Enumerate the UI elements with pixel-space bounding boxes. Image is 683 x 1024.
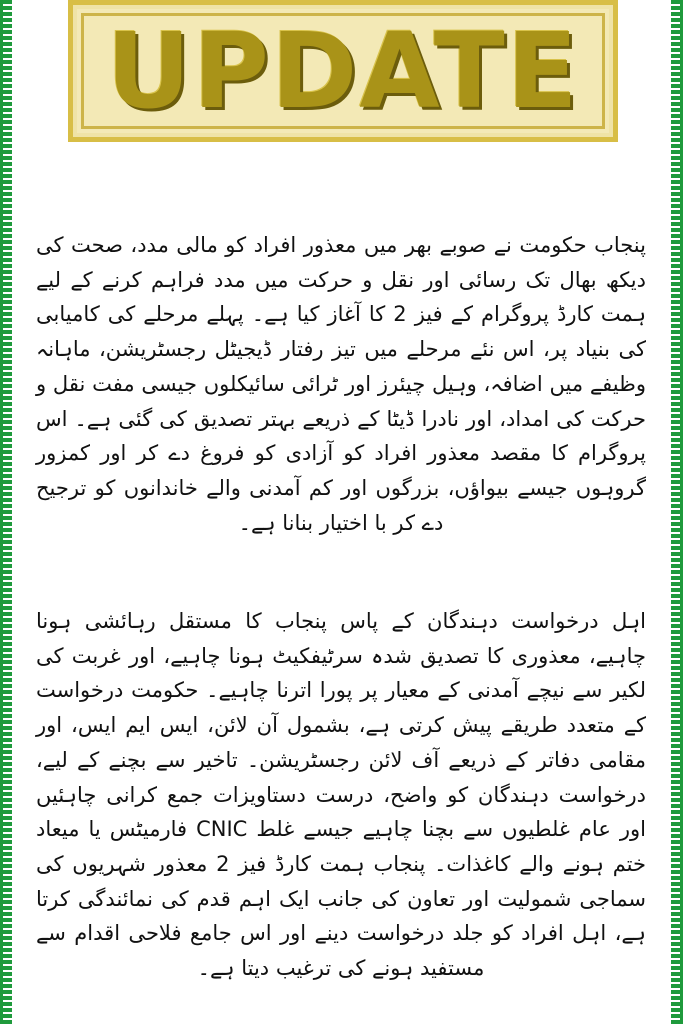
left-green-border bbox=[0, 0, 12, 1024]
right-green-border bbox=[671, 0, 683, 1024]
article-paragraph-1: پنجاب حکومت نے صوبے بھر میں معذور افراد کو مالی مدد، صحت کی دیکھ بھال تک رسائی اور نقل و حرکت میں مدد فراہم کرنے کے لیے ہمت کارڈ پروگرام کے فیز 2 کا آغاز کیا ہے۔ پہلے مرحلے کی کامیابی کی بنیاد پر، اس نئے مرحلے میں تیز رفتار ڈیجیٹل رجسٹریشن، ماہانہ وظیفے میں اضافہ، وہیل چیئرز اور ٹرائی سائیکلوں جیسی مفت نقل و حرکت کی امداد، اور نادرا ڈیٹا کے ذریعے بہتر تصدیق کی گئی ہے۔ اس پروگرام کا مقصد معذور افراد کو آزادی کو فروغ دے کر اور کمزور گروہوں جیسے بیواؤں، بزرگوں اور کم آمدنی والے خاندانوں کو ترجیح دے کر با اختیار بنانا ہے۔ bbox=[36, 233, 646, 535]
article-paragraph-2: اہل درخواست دہندگان کے پاس پنجاب کا مستقل رہائشی ہونا چاہیے، معذوری کا تصدیق شدہ سرٹیفکیٹ ہونا چاہیے، اور غربت کی لکیر سے نیچے آمدنی کے معیار پر پورا اترنا چاہیے۔ حکومت درخواست کے متعدد طریقے پیش کرتی ہے، بشمول آن لائن، ایس ایم ایس، اور مقامی دفاتر کے ذریعے آف لائن رجسٹریشن۔ تاخیر سے بچنے کے لیے، درخواست دہندگان کو واضح، درست دستاویزات جمع کرانی چاہئیں اور عام غلطیوں سے بچنا چاہیے جیسے غلط CNIC فارمیٹس یا میعاد ختم ہونے والے کاغذات۔ پنجاب ہمت کارڈ فیز 2 معذور شہریوں کی سماجی شمولیت اور تعاون کی جانب ایک اہم قدم کی نمائندگی کرتا ہے، اہل افراد کو جلد درخواست دینے اور اس جامع فلاحی اقدام سے مستفید ہونے کی ترغیب دیتا ہے۔ bbox=[36, 609, 646, 981]
banner-title: UPDATE bbox=[106, 10, 580, 132]
update-banner bbox=[68, 0, 618, 142]
